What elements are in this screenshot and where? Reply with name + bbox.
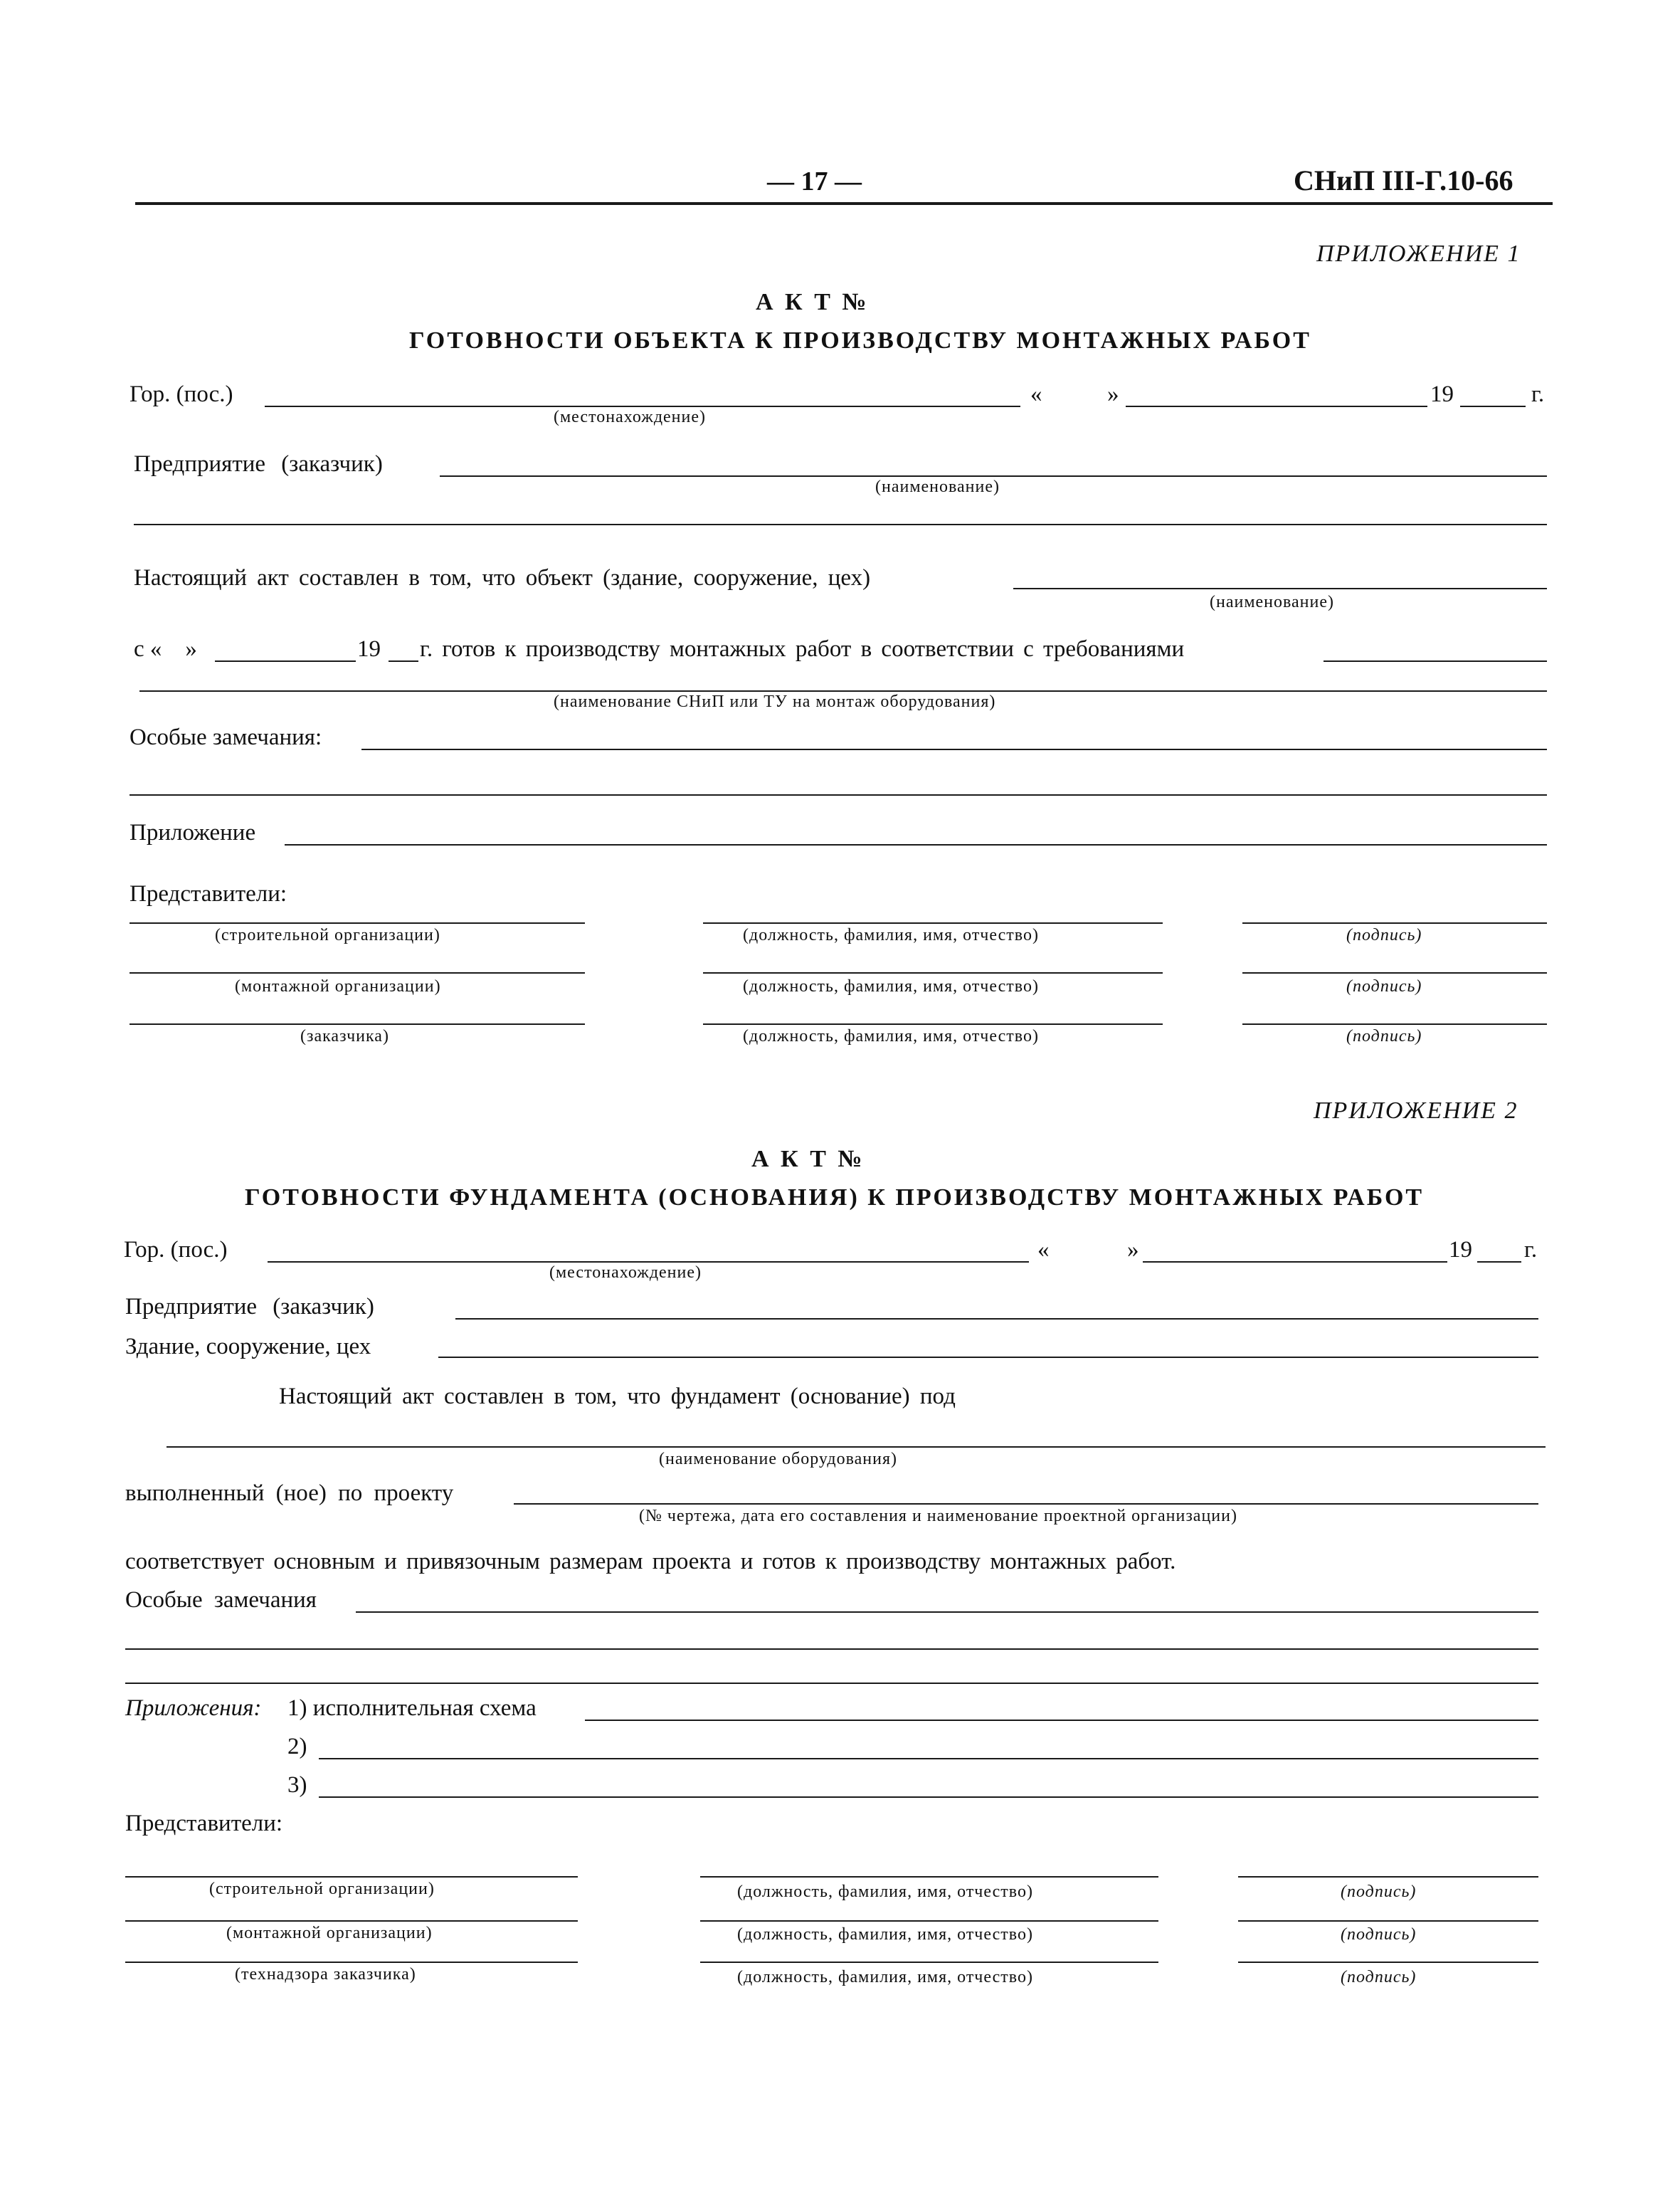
act-1-name-hint: (наименование)	[875, 478, 1000, 496]
act-1-requirements-field[interactable]	[1324, 660, 1547, 662]
act-1-ready-text: г. готов к производству монтажных работ в соответствии с требованиями	[420, 636, 1185, 662]
act-1-rep-org-hint: (заказчика)	[300, 1027, 389, 1046]
act-2-building-label: Здание, сооружение, цех	[125, 1334, 371, 1359]
act-2-enterprise-label: Предприятие (заказчик)	[125, 1294, 374, 1320]
act-2-rep-person-line[interactable]	[700, 1876, 1158, 1878]
document-code: СНиП III-Г.10-66	[1294, 164, 1513, 196]
act-2-rep-org-hint: (строительной организации)	[209, 1880, 435, 1898]
act-2-attachment-item: 1) исполнительная схема	[287, 1695, 537, 1721]
act-2-enterprise-field[interactable]	[455, 1318, 1538, 1320]
act-1-rep-person-hint: (должность, фамилия, имя, отчество)	[743, 977, 1039, 996]
act-2-rep-person-line[interactable]	[700, 1920, 1158, 1922]
act-1-rep-person-line[interactable]	[703, 1023, 1163, 1025]
act-1-enterprise-label: Предприятие (заказчик)	[134, 451, 383, 477]
act-2-reps-label: Представители:	[125, 1811, 283, 1836]
act-2-project-label: выполненный (ное) по проекту	[125, 1480, 454, 1506]
act-2-rep-org-hint: (технадзора заказчика)	[235, 1965, 416, 1984]
act-2-city-field[interactable]	[268, 1261, 1029, 1263]
act-2-attachment-item: 3)	[287, 1772, 307, 1798]
act-1-attachment-field[interactable]	[285, 844, 1547, 846]
header-rule	[135, 202, 1553, 205]
act-1-reps-label: Представители:	[130, 881, 287, 907]
act-1-rep-sign-hint: (подпись)	[1346, 977, 1422, 996]
act-2-city-label: Гор. (пос.)	[124, 1237, 228, 1263]
act-2-rep-sign-line[interactable]	[1238, 1920, 1538, 1922]
page-number: — 17 —	[767, 167, 862, 196]
act-2-remarks-field-2[interactable]	[125, 1648, 1538, 1650]
act-1-location-hint: (местонахождение)	[554, 408, 707, 426]
act-2-attachment-field[interactable]	[319, 1796, 1538, 1798]
act-1-rep-org-hint: (строительной организации)	[215, 926, 440, 944]
act-1-remarks-label: Особые замечания:	[130, 725, 322, 750]
act-2-remarks-field[interactable]	[356, 1611, 1538, 1613]
act-2-equipment-hint: (наименование оборудования)	[659, 1450, 898, 1468]
act-2-statement: Настоящий акт составлен в том, что фундамент (основание) под	[279, 1384, 956, 1409]
act-2-project-field[interactable]	[514, 1503, 1538, 1505]
act-1-city-field[interactable]	[265, 406, 1020, 407]
act-2-year-field[interactable]	[1477, 1261, 1521, 1263]
act-2-subtitle: ГОТОВНОСТИ ФУНДАМЕНТА (ОСНОВАНИЯ) К ПРОИЗВОДСТВУ МОНТАЖНЫХ РАБОТ	[245, 1184, 1425, 1211]
act-1-rep-org-line[interactable]	[130, 922, 585, 924]
act-1-rep-person-hint: (должность, фамилия, имя, отчество)	[743, 926, 1039, 944]
act-2-quote-open: «	[1037, 1237, 1050, 1263]
act-1-rep-org-line[interactable]	[130, 972, 585, 974]
act-2-rep-person-line[interactable]	[700, 1962, 1158, 1963]
act-1-name-hint-2: (наименование)	[1210, 593, 1335, 611]
act-2-rep-person-hint: (должность, фамилия, имя, отчество)	[737, 1925, 1033, 1944]
act-1-snip-hint: (наименование СНиП или ТУ на монтаж оборудования)	[554, 693, 996, 711]
act-2-building-field[interactable]	[438, 1357, 1538, 1358]
act-2-rep-sign-line[interactable]	[1238, 1876, 1538, 1878]
act-2-rep-org-line[interactable]	[125, 1962, 578, 1963]
act-2-rep-sign-line[interactable]	[1238, 1962, 1538, 1963]
act-2-rep-person-hint: (должность, фамилия, имя, отчество)	[737, 1968, 1033, 1986]
act-2-attachments-label: Приложения:	[125, 1695, 262, 1721]
act-1-subtitle: ГОТОВНОСТИ ОБЪЕКТА К ПРОИЗВОДСТВУ МОНТАЖНЫХ РАБОТ	[409, 327, 1311, 354]
act-1-statement: Настоящий акт составлен в том, что объект (здание, сооружение, цех)	[134, 565, 871, 591]
act-1-rep-org-line[interactable]	[130, 1023, 585, 1025]
act-2-rep-org-line[interactable]	[125, 1920, 578, 1922]
act-2-rep-org-hint: (монтажной организации)	[226, 1924, 433, 1942]
act-2-year-suffix: г.	[1524, 1237, 1538, 1263]
act-2-year-prefix: 19	[1449, 1237, 1472, 1263]
act-2-attachment-item: 2)	[287, 1734, 307, 1759]
act-1-remarks-field[interactable]	[361, 749, 1547, 750]
act-2-remarks-label: Особые замечания	[125, 1587, 317, 1613]
act-1-rep-person-line[interactable]	[703, 922, 1163, 924]
act-2-conformity: соответствует основным и привязочным размерам проекта и готов к производству монтажных работ.	[125, 1549, 1176, 1574]
appendix-2-label: ПРИЛОЖЕНИЕ 2	[1314, 1097, 1518, 1124]
act-1-rep-sign-line[interactable]	[1242, 972, 1547, 974]
act-2-title: А К Т №	[751, 1146, 865, 1172]
act-1-title: А К Т №	[756, 289, 870, 315]
act-1-year-prefix: 19	[1430, 381, 1454, 407]
act-2-attachment-field[interactable]	[319, 1758, 1538, 1759]
act-2-remarks-field-3[interactable]	[125, 1683, 1538, 1684]
act-2-drawing-hint: (№ чертежа, дата его составления и наименование проектной организации)	[639, 1507, 1237, 1525]
act-2-attachment-field[interactable]	[585, 1720, 1538, 1721]
act-1-enterprise-field-2[interactable]	[134, 524, 1547, 525]
act-1-rep-sign-line[interactable]	[1242, 1023, 1547, 1025]
act-1-from-prefix: с « »	[134, 636, 197, 662]
act-1-day-field[interactable]	[215, 660, 356, 662]
act-1-year2: 19	[357, 636, 381, 662]
act-1-attachment-label: Приложение	[130, 820, 256, 846]
appendix-1-label: ПРИЛОЖЕНИЕ 1	[1316, 241, 1521, 267]
act-2-quote-close: »	[1127, 1237, 1139, 1263]
act-2-rep-sign-hint: (подпись)	[1341, 1925, 1417, 1944]
act-1-quote-open: «	[1030, 381, 1042, 407]
act-1-month-field[interactable]	[1126, 406, 1427, 407]
act-2-rep-person-hint: (должность, фамилия, имя, отчество)	[737, 1883, 1033, 1901]
act-2-month-field[interactable]	[1143, 1261, 1447, 1263]
act-2-equipment-field[interactable]	[167, 1446, 1546, 1448]
act-1-rep-person-hint: (должность, фамилия, имя, отчество)	[743, 1027, 1039, 1046]
act-1-rep-org-hint: (монтажной организации)	[235, 977, 441, 996]
act-1-city-label: Гор. (пос.)	[130, 381, 233, 407]
act-1-rep-sign-hint: (подпись)	[1346, 926, 1422, 944]
act-2-rep-sign-hint: (подпись)	[1341, 1883, 1417, 1901]
act-1-year2-field[interactable]	[389, 660, 418, 662]
act-1-year-suffix: г.	[1531, 381, 1545, 407]
act-1-rep-person-line[interactable]	[703, 972, 1163, 974]
act-1-requirements-field-2[interactable]	[139, 690, 1547, 692]
act-2-rep-sign-hint: (подпись)	[1341, 1968, 1417, 1986]
act-1-year-field[interactable]	[1460, 406, 1526, 407]
act-1-rep-sign-line[interactable]	[1242, 922, 1547, 924]
act-1-rep-sign-hint: (подпись)	[1346, 1027, 1422, 1046]
act-1-object-field[interactable]	[1013, 588, 1547, 589]
act-2-rep-org-line[interactable]	[125, 1876, 578, 1878]
act-2-location-hint: (местонахождение)	[549, 1263, 702, 1282]
act-1-quote-close: »	[1107, 381, 1119, 407]
act-1-enterprise-field[interactable]	[440, 475, 1547, 477]
act-1-remarks-field-2[interactable]	[130, 794, 1547, 796]
